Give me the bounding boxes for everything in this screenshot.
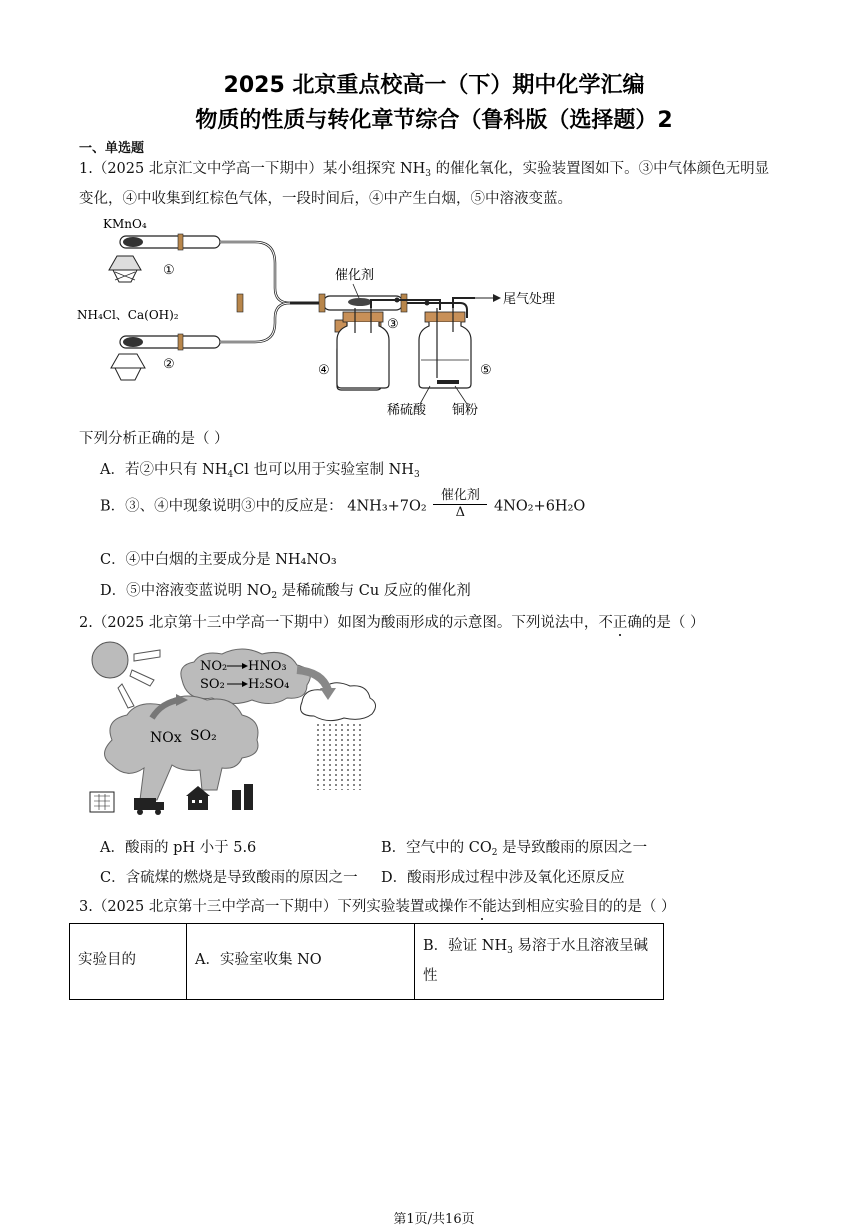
q2-option-b[interactable]: B．空气中的 $CO_2$ 是导致酸雨的原因之一	[381, 840, 648, 858]
h2so4-label: H₂SO₄	[248, 677, 290, 692]
q1-apparatus-figure	[75, 208, 555, 420]
q2-option-a[interactable]: A．酸雨的 pH 小于 5.6	[100, 840, 257, 856]
page-subtitle: 物质的性质与转化章节综合（鲁科版（选择题）2	[195, 108, 673, 133]
table-header-cell: 实验目的	[70, 924, 187, 1000]
chimney-icon	[232, 784, 253, 810]
q1-option-a[interactable]: A．若②中只有 $NH_4Cl$ 也可以用于实验室制 $NH_3$	[100, 462, 420, 480]
factory-icon	[90, 792, 114, 812]
tail-gas-label: 尾气处理	[503, 292, 555, 307]
truck-icon	[134, 798, 164, 815]
hno3-label: HNO₃	[248, 659, 287, 674]
nox-label: NOx	[150, 730, 182, 746]
so2-lower-label: SO₂	[190, 728, 217, 744]
bottle-4-body	[337, 308, 389, 388]
q3-table	[69, 923, 664, 1000]
q1-option-b[interactable]: B．③、④中现象说明③中的反应是： 4NH₃+7O₂ $\frac{\text{催化剂}}{\Delta}$ 4NO₂+6H₂O	[100, 488, 586, 520]
reagents-label: NH₄Cl、Ca(OH)₂	[77, 308, 179, 322]
q2-option-d[interactable]: D．酸雨形成过程中涉及氧化还原反应	[381, 870, 625, 886]
table-cell-option-b: B．验证 $NH_3$ 易溶于水且溶液呈碱 性	[415, 924, 664, 1000]
label-2: ②	[163, 357, 175, 372]
no2-label: NO₂	[200, 659, 228, 674]
page-number: 第1页/共16页	[393, 1212, 475, 1227]
table-cell-option-a: A．实验室收集 NO	[187, 924, 415, 1000]
burner-2	[111, 354, 145, 380]
q1-option-c[interactable]: C．④中白烟的主要成分是 NH₄NO₃	[100, 552, 337, 568]
table-row	[70, 924, 664, 1000]
copper-powder-label: 铜粉	[452, 403, 479, 418]
tube-1	[120, 234, 290, 303]
burner-1	[109, 256, 141, 282]
q1-stem: 下列分析正确的是（ ）	[79, 431, 229, 447]
q1-text-line1: 1.（2025 北京汇文中学高一下期中）某小组探究 $NH_3$ 的催化氧化，实验装置图如下。③中气体颜色无明显	[79, 161, 770, 179]
reaction-condition: $\frac{\text{催化剂}}{\Delta}$	[433, 488, 487, 521]
so2-upper-label: SO₂	[200, 677, 225, 692]
q2-option-c[interactable]: C．含硫煤的燃烧是导致酸雨的原因之一	[100, 870, 358, 886]
kmno4-label: KMnO₄	[103, 217, 147, 231]
label-3: ③	[387, 317, 399, 332]
label-1: ①	[163, 263, 175, 278]
page-title: 2025 北京重点校高一（下）期中化学汇编	[223, 73, 645, 98]
q2-emphasis: 不正确	[598, 615, 642, 631]
catalyst-label: 催化剂	[335, 268, 375, 283]
bottle-5	[419, 308, 471, 388]
q1-option-d[interactable]: D．⑤中溶液变蓝说明 $NO_2$ 是稀硫酸与 Cu 反应的催化剂	[100, 583, 471, 601]
q3-text: 3.（2025 北京第十三中学高一下期中）下列实验装置或操作不能达到相应实验目的的是（ ）	[79, 899, 676, 915]
q2-acid-rain-figure	[82, 640, 382, 820]
dilute-acid-label: 稀硫酸	[387, 403, 427, 418]
q3-emphasis: 不能	[467, 899, 497, 915]
section-heading: 一、单选题	[79, 141, 145, 156]
q1-text-line2: 变化，④中收集到红棕色气体，一段时间后，④中产生白烟，⑤中溶液变蓝。	[79, 191, 572, 207]
label-4: ④	[318, 363, 330, 378]
q2-text: 2.（2025 北京第十三中学高一下期中）如图为酸雨形成的示意图。下列说法中，不正确的是（ ）	[79, 615, 705, 631]
tube-3	[237, 294, 407, 312]
label-5: ⑤	[480, 363, 492, 378]
